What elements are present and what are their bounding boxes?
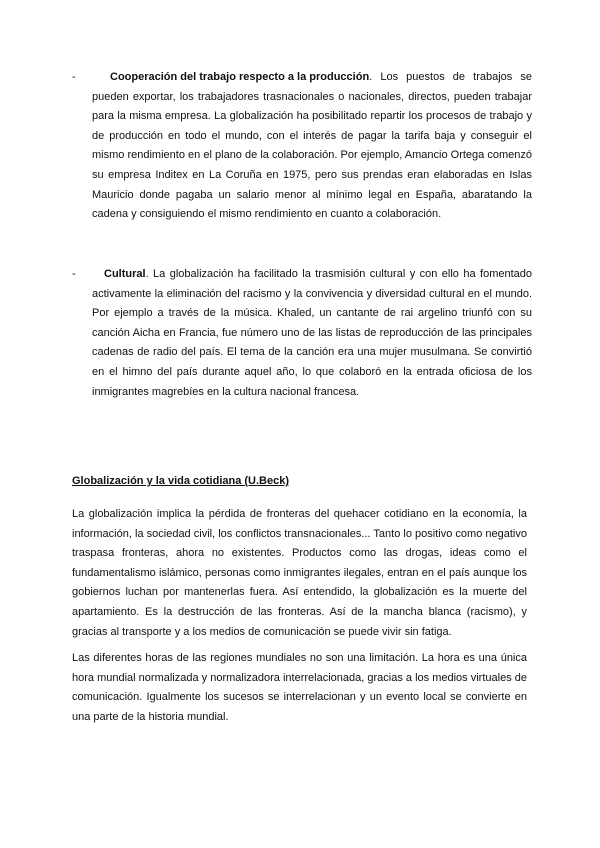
section-paragraph-2: Las diferentes horas de las regiones mundiales no son una limitación. La hora es una única hora mundial normalizada y normalizadora interrelacionada, gracias a los medios virtuales de comunicación. Igualmente los sucesos se interrelacionan y un evento local se convierte en una parte de la historia mundial. <box>72 652 527 723</box>
bullet-title: Cultural <box>104 268 146 280</box>
section-paragraph-1: La globalización implica la pérdida de fronteras del quehacer cotidiano en la economía, la información, la sociedad civil, los conflictos transnacionales... Tanto lo positivo como negativo traspasa fronteras, ahora no existentes. Productos como las drogas, ideas como el fundamentalismo islámico, personas como inmigrantes ilegales, entran en el país aunque los gobiernos luchan por mantenerlas fuera. Así entendido, la globalización es la muerte del apartamiento. Es la destrucción de las fronteras. Así de la mancha blanca (racismo), y gracias al transporte y a los medios de comunicación se puede vivir sin fatiga. <box>72 508 527 638</box>
bullet-marker: - <box>72 71 76 83</box>
bullet-item-cooperacion <box>72 68 532 225</box>
section-heading: Globalización y la vida cotidiana (U.Beck) <box>72 475 290 487</box>
bullet-item-cultural <box>72 265 532 402</box>
bullet-text: . La globalización ha facilitado la trasmisión cultural y con ello ha fomentado activamente la eliminación del racismo y la convivencia y diversidad cultural en el mundo. Por ejemplo a través de la música. Khaled, un cantante de rai argelino triunfó con su canción Aicha en Francia, fue número uno de las listas de reproducción de las principales cadenas de radio del país. El tema de la canción era una mujer musulmana. Se convirtió en el himno del país durante aquel año, lo que colaboró en la entrada oficiosa de los inmigrantes magrebíes en la cultura nacional francesa. <box>92 268 532 398</box>
bullet-body <box>92 68 532 225</box>
bullet-title: Cooperación del trabajo respecto a la producción <box>110 71 370 83</box>
bullet-text: . Los puestos de trabajos se pueden exportar, los trabajadores trasnacionales o nacionales, directos, pueden trabajar para la misma empresa. La globalización ha posibilitado repartir los procesos de trabajo y de producción en todo el mundo, con el interés de pagar la tarifa baja y conseguir el mismo rendimiento en el plano de la colaboración. Por ejemplo, Amancio Ortega comenzó su empresa Inditex en La Coruña en 1975, pero sus prendas eran elaboradas en Islas Mauricio donde pagaba un salario menor al mínimo legal en España, abaratando la cadena y consiguiendo el mismo rendimiento en cuanto a colaboración. <box>92 71 532 221</box>
bullet-body <box>92 265 532 402</box>
bullet-marker: - <box>72 268 76 280</box>
